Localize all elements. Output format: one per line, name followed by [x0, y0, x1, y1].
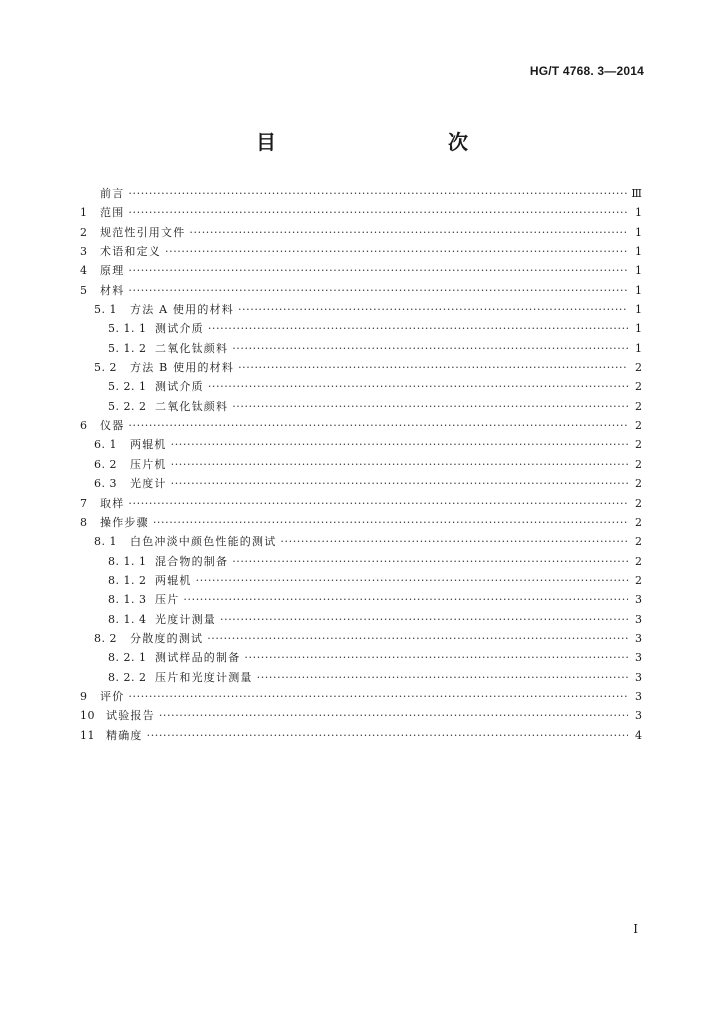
- toc-entry[interactable]: [80, 494, 642, 513]
- toc-leader-dots: [232, 339, 628, 358]
- toc-entry-title: 压片机: [130, 457, 167, 471]
- toc-entry-title: 两辊机: [130, 438, 167, 452]
- toc-entry-page: 1: [635, 245, 642, 259]
- toc-entry-title: 前言: [100, 187, 125, 200]
- toc-entry[interactable]: [80, 590, 642, 609]
- toc-leader-dots: [171, 435, 628, 454]
- toc-entry-number: 5. 1. 1: [108, 322, 147, 336]
- toc-entry-title: 范围: [100, 206, 125, 220]
- toc-entry-page: Ⅲ: [631, 187, 642, 200]
- toc-entry-title: 原理: [100, 264, 125, 278]
- toc-entry-title: 方法 B 使用的材料: [130, 361, 235, 375]
- toc-entry-page: 3: [635, 651, 642, 665]
- toc-entry[interactable]: [80, 726, 642, 745]
- toc-entry-title: 评价: [100, 689, 125, 703]
- toc-entry[interactable]: [80, 184, 642, 203]
- toc-entry[interactable]: [80, 610, 642, 629]
- toc-entry[interactable]: [80, 552, 642, 571]
- toc-leader-dots: [171, 474, 628, 493]
- toc-entry-number: 10: [80, 709, 95, 723]
- toc-entry[interactable]: [80, 513, 642, 532]
- toc-entry-title: 光度计测量: [155, 612, 216, 626]
- toc-entry-number: 8. 1. 1: [108, 554, 147, 568]
- toc-entry[interactable]: [80, 706, 642, 725]
- toc-entry-page: 3: [635, 689, 642, 703]
- toc-entry-page: 3: [635, 593, 642, 607]
- toc-entry-page: 2: [635, 573, 642, 587]
- toc-entry-number: 2: [80, 225, 88, 239]
- toc-entry-number: 5: [80, 283, 88, 297]
- toc-leader-dots: [207, 629, 628, 648]
- toc-entry-title: 方法 A 使用的材料: [130, 303, 234, 317]
- toc-entry-page: 1: [635, 225, 642, 239]
- toc-entry[interactable]: [80, 435, 642, 454]
- toc-entry-title: 测试样品的制备: [155, 651, 241, 665]
- toc-leader-dots: [232, 552, 628, 571]
- toc-entry-page: 2: [635, 419, 642, 433]
- toc-entry-title: 仪器: [100, 419, 125, 433]
- toc-entry-page: 3: [635, 709, 642, 723]
- toc-entry-title: 二氧化钛颜料: [155, 399, 229, 413]
- toc-leader-dots: [159, 706, 628, 725]
- toc-leader-dots: [128, 281, 628, 300]
- toc-entry[interactable]: [80, 300, 642, 319]
- toc-entry-title: 白色冲淡中颜色性能的测试: [130, 535, 277, 549]
- toc-entry[interactable]: [80, 668, 642, 687]
- toc-entry-number: 11: [80, 728, 95, 742]
- toc-entry-page: 1: [635, 264, 642, 278]
- toc-entry-title: 测试介质: [155, 380, 204, 394]
- toc-entry-title: 取样: [100, 496, 125, 510]
- toc-entry-page: 2: [635, 361, 642, 375]
- toc-entry-page: 1: [635, 341, 642, 355]
- toc-leader-dots: [171, 455, 628, 474]
- toc-entry-page: 2: [635, 438, 642, 452]
- toc-entry-number: 6. 3: [94, 477, 117, 491]
- toc-entry[interactable]: [80, 648, 642, 667]
- toc-entry[interactable]: [80, 397, 642, 416]
- toc-leader-dots: [220, 610, 628, 629]
- toc-entry-page: 2: [635, 515, 642, 529]
- toc-entry-number: 9: [80, 689, 88, 703]
- toc-entry[interactable]: [80, 629, 642, 648]
- toc-entry-number: 8. 2. 2: [108, 670, 147, 684]
- toc-leader-dots: [153, 513, 628, 532]
- toc-leader-dots: [257, 668, 628, 687]
- toc-entry-page: 2: [635, 496, 642, 510]
- toc-entry[interactable]: [80, 339, 642, 358]
- toc-leader-dots: [128, 184, 627, 203]
- toc-entry[interactable]: [80, 261, 642, 280]
- toc-entry[interactable]: [80, 416, 642, 435]
- toc-entry-number: 8. 2: [94, 631, 117, 645]
- toc-entry-title: 压片和光度计测量: [155, 670, 253, 684]
- toc-entry-page: 1: [635, 322, 642, 336]
- toc-leader-dots: [208, 377, 628, 396]
- toc-entry-number: 6. 2: [94, 457, 117, 471]
- toc-leader-dots: [165, 242, 628, 261]
- toc-entry-title: 操作步骤: [100, 515, 149, 529]
- toc-leader-dots: [244, 648, 628, 667]
- toc-entry[interactable]: [80, 203, 642, 222]
- toc-entry-title: 二氧化钛颜料: [155, 341, 229, 355]
- toc-entry-title: 分散度的测试: [130, 631, 204, 645]
- toc-entry-number: 8. 1. 4: [108, 612, 147, 626]
- toc-entry[interactable]: [80, 571, 642, 590]
- toc-entry-page: 2: [635, 554, 642, 568]
- toc-entry[interactable]: [80, 358, 642, 377]
- toc-entry-number: 6: [80, 419, 88, 433]
- toc-entry-number: 5. 2. 2: [108, 399, 147, 413]
- standard-code: HG/T 4768. 3—2014: [529, 64, 644, 78]
- toc-entry-page: 1: [635, 206, 642, 220]
- toc-leader-dots: [232, 397, 628, 416]
- toc-entry-number: 8. 1. 3: [108, 593, 147, 607]
- toc-entry-number: 8. 1: [94, 535, 117, 549]
- toc-entry-number: 8: [80, 515, 88, 529]
- toc-entry[interactable]: [80, 455, 642, 474]
- toc-entry-number: 5. 2: [94, 361, 117, 375]
- toc-entry[interactable]: [80, 281, 642, 300]
- toc-entry-page: 4: [635, 728, 642, 742]
- page-number: I: [633, 922, 638, 936]
- toc-entry[interactable]: [80, 532, 642, 551]
- toc-entry-number: 8. 2. 1: [108, 651, 147, 665]
- toc-entry-number: 6. 1: [94, 438, 117, 452]
- page-title: 目 次: [256, 130, 512, 154]
- table-of-contents: [80, 184, 642, 745]
- toc-entry[interactable]: [80, 474, 642, 493]
- toc-entry-page: 1: [635, 283, 642, 297]
- toc-entry-page: 2: [635, 399, 642, 413]
- toc-entry-title: 精确度: [106, 728, 143, 742]
- toc-leader-dots: [128, 203, 628, 222]
- toc-leader-dots: [208, 319, 628, 338]
- toc-entry-number: 5. 1: [94, 303, 117, 317]
- toc-leader-dots: [147, 726, 628, 745]
- toc-entry-page: 3: [635, 670, 642, 684]
- toc-entry[interactable]: [80, 319, 642, 338]
- toc-leader-dots: [280, 532, 628, 551]
- toc-entry-number: 5. 1. 2: [108, 341, 147, 355]
- toc-entry-title: 测试介质: [155, 322, 204, 336]
- toc-entry-number: 5. 2. 1: [108, 380, 147, 394]
- toc-entry[interactable]: [80, 223, 642, 242]
- toc-leader-dots: [238, 358, 628, 377]
- toc-entry[interactable]: [80, 687, 642, 706]
- toc-entry-page: 3: [635, 612, 642, 626]
- toc-entry[interactable]: [80, 377, 642, 396]
- toc-leader-dots: [128, 261, 628, 280]
- toc-entry-page: 2: [635, 380, 642, 394]
- toc-entry-number: 3: [80, 245, 88, 259]
- toc-leader-dots: [128, 687, 628, 706]
- toc-leader-dots: [128, 494, 628, 513]
- toc-leader-dots: [238, 300, 628, 319]
- toc-entry-number: 1: [80, 206, 88, 220]
- toc-entry-title: 试验报告: [106, 709, 155, 723]
- toc-leader-dots: [189, 223, 628, 242]
- toc-leader-dots: [183, 590, 628, 609]
- toc-entry-page: 2: [635, 457, 642, 471]
- toc-entry-number: 7: [80, 496, 88, 510]
- toc-entry-title: 压片: [155, 593, 180, 607]
- toc-entry-page: 3: [635, 631, 642, 645]
- toc-entry-number: 8. 1. 2: [108, 573, 147, 587]
- toc-entry-title: 混合物的制备: [155, 554, 229, 568]
- toc-entry-title: 光度计: [130, 477, 167, 491]
- toc-leader-dots: [128, 416, 628, 435]
- toc-entry-page: 2: [635, 477, 642, 491]
- toc-entry-title: 材料: [100, 283, 125, 297]
- toc-entry-page: 1: [635, 303, 642, 317]
- toc-entry-title: 两辊机: [155, 573, 192, 587]
- toc-entry-title: 规范性引用文件: [100, 225, 186, 239]
- toc-entry-page: 2: [635, 535, 642, 549]
- toc-entry[interactable]: [80, 242, 642, 261]
- toc-leader-dots: [196, 571, 628, 590]
- toc-entry-number: 4: [80, 264, 88, 278]
- toc-entry-title: 术语和定义: [100, 245, 161, 259]
